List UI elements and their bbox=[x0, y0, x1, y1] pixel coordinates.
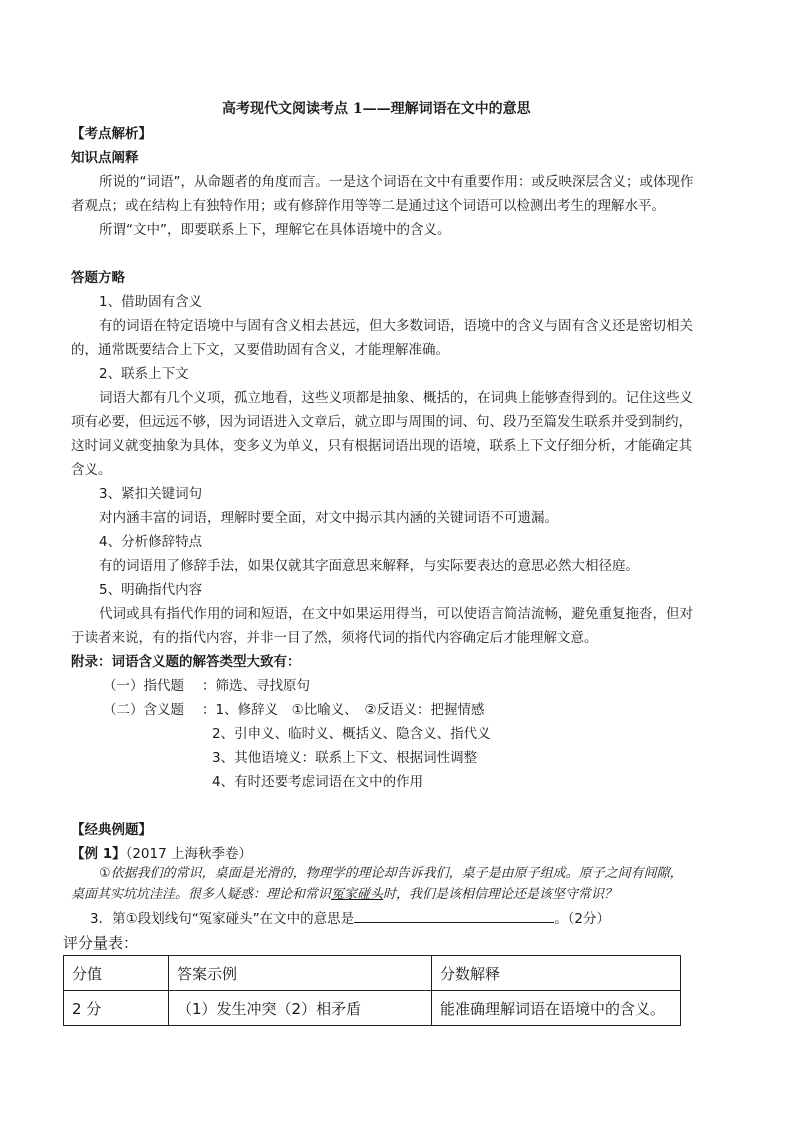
table-cell: （1）发生冲突（2）相矛盾 bbox=[169, 991, 432, 1026]
answer-blank[interactable] bbox=[354, 909, 554, 923]
strategy-item-heading: 1、借助固有含义 bbox=[99, 294, 203, 310]
strategy-item-heading: 4、分析修辞特点 bbox=[99, 534, 203, 550]
strategy-item-heading: 2、联系上下文 bbox=[99, 366, 189, 382]
paragraph-line: 所说的“词语”，从命题者的角度而言。一是这个词语在文中有重要作用：或反映深层含义；或体现作 bbox=[99, 174, 694, 190]
strategy-item-heading: 3、紧扣关键词句 bbox=[99, 486, 203, 502]
paragraph-line: 对内涵丰富的词语，理解时要全面，对文中揭示其内涵的关键词语不可遗漏。 bbox=[99, 510, 558, 526]
question-text: 3．第①段划线句“冤家碰头”在文中的意思是 bbox=[90, 911, 355, 927]
paragraph-line: 含义。 bbox=[71, 462, 112, 478]
paragraph-line: 所谓“文中”，即要联系上下，理解它在具体语境中的含义。 bbox=[99, 222, 451, 238]
grading-table bbox=[63, 955, 681, 1026]
appendix-heading: 附录：词语含义题的解答类型大致有： bbox=[71, 654, 301, 670]
underlined-phrase: 冤家碰头 bbox=[331, 887, 384, 902]
example-label-line bbox=[71, 846, 252, 862]
table-header-cell: 分值 bbox=[64, 956, 169, 991]
paragraph-line: 有的词语在特定语境中与固有含义相去甚远，但大多数词语，语境中的含义与固有含义还是密切相关 bbox=[99, 318, 693, 334]
question-line bbox=[90, 909, 610, 927]
example-label: 【例 1】 bbox=[71, 846, 126, 862]
table-header-cell: 答案示例 bbox=[169, 956, 432, 991]
paragraph-line: 者观点；或在结构上有独特作用；或有修辞作用等等二是通过这个词语可以检测出考生的理解水平。 bbox=[71, 198, 665, 214]
type-name: （一）指代题 bbox=[103, 678, 184, 694]
paragraph-line: 这时词义就变抽象为具体，变多义为单义，只有根据词语出现的语境，联系上下文仔细分析，才能确定其 bbox=[71, 438, 692, 454]
passage-line bbox=[71, 887, 617, 903]
paragraph-line: 项有必要，但远远不够，因为词语进入文章后，就立即与周围的词、句、段乃至篇发生联系并受到制约， bbox=[71, 414, 692, 430]
table-header-row bbox=[64, 956, 681, 991]
paragraph-line: 的，通常既要结合上下文，又要借助固有含义，才能理解准确。 bbox=[71, 342, 449, 358]
type-item: 3、其他语境义：联系上下文、根据词性调整 bbox=[212, 750, 478, 766]
paragraph-line: 有的词语用了修辞手法，如果仅就其字面意思来解释，与实际要表达的意思必然大相径庭。 bbox=[99, 558, 639, 574]
table-cell: 2 分 bbox=[64, 991, 169, 1026]
question-score: 。（2分） bbox=[554, 911, 611, 927]
type-item: ：1、修辞义 ①比喻义、 ②反语义：把握情感 bbox=[202, 702, 485, 718]
type-desc: ：筛选、寻找原句 bbox=[202, 678, 310, 694]
type-item: 2、引申义、临时义、概括义、隐含义、指代义 bbox=[212, 726, 491, 742]
type-name: （二）含义题 bbox=[103, 702, 184, 718]
paragraph-line: 于读者来说，有的指代内容，并非一目了然，须将代词的指代内容确定后才能理解文意。 bbox=[71, 630, 598, 646]
page-title: 高考现代文阅读考点 1——理解词语在文中的意思 bbox=[222, 101, 531, 117]
paragraph-line: 代词或具有指代作用的词和短语，在文中如果运用得当，可以使语言简洁流畅，避免重复拖沓，但对 bbox=[99, 606, 693, 622]
section-heading-analysis: 【考点解析】 bbox=[71, 126, 152, 142]
table-cell: 能准确理解词语在语境中的含义。 bbox=[432, 991, 681, 1026]
example-heading: 【经典例题】 bbox=[71, 822, 152, 838]
passage-text: 时，我们是该相信理论还是该坚守常识？ bbox=[383, 887, 618, 902]
strategy-item-heading: 5、明确指代内容 bbox=[99, 582, 203, 598]
grading-label: 评分量表： bbox=[63, 934, 139, 952]
paragraph-line: 词语大都有几个义项，孤立地看，这些义项都是抽象、概括的，在词典上能够查得到的。记住这些义 bbox=[99, 390, 693, 406]
example-source: （2017 上海秋季卷） bbox=[125, 846, 252, 862]
table-header-cell: 分数解释 bbox=[432, 956, 681, 991]
passage-line: ①依据我们的常识，桌面是光滑的，物理学的理论却告诉我们，桌子是由原子组成。原子之间有间隙， bbox=[99, 866, 683, 881]
section-heading-strategy: 答题方略 bbox=[71, 270, 125, 286]
type-item: 4、有时还要考虑词语在文中的作用 bbox=[212, 774, 424, 790]
table-row bbox=[64, 991, 681, 1026]
passage-text: 桌面其实坑坑洼洼。很多人疑惑：理论和常识 bbox=[71, 887, 332, 902]
subheading-knowledge: 知识点阐释 bbox=[71, 150, 139, 166]
